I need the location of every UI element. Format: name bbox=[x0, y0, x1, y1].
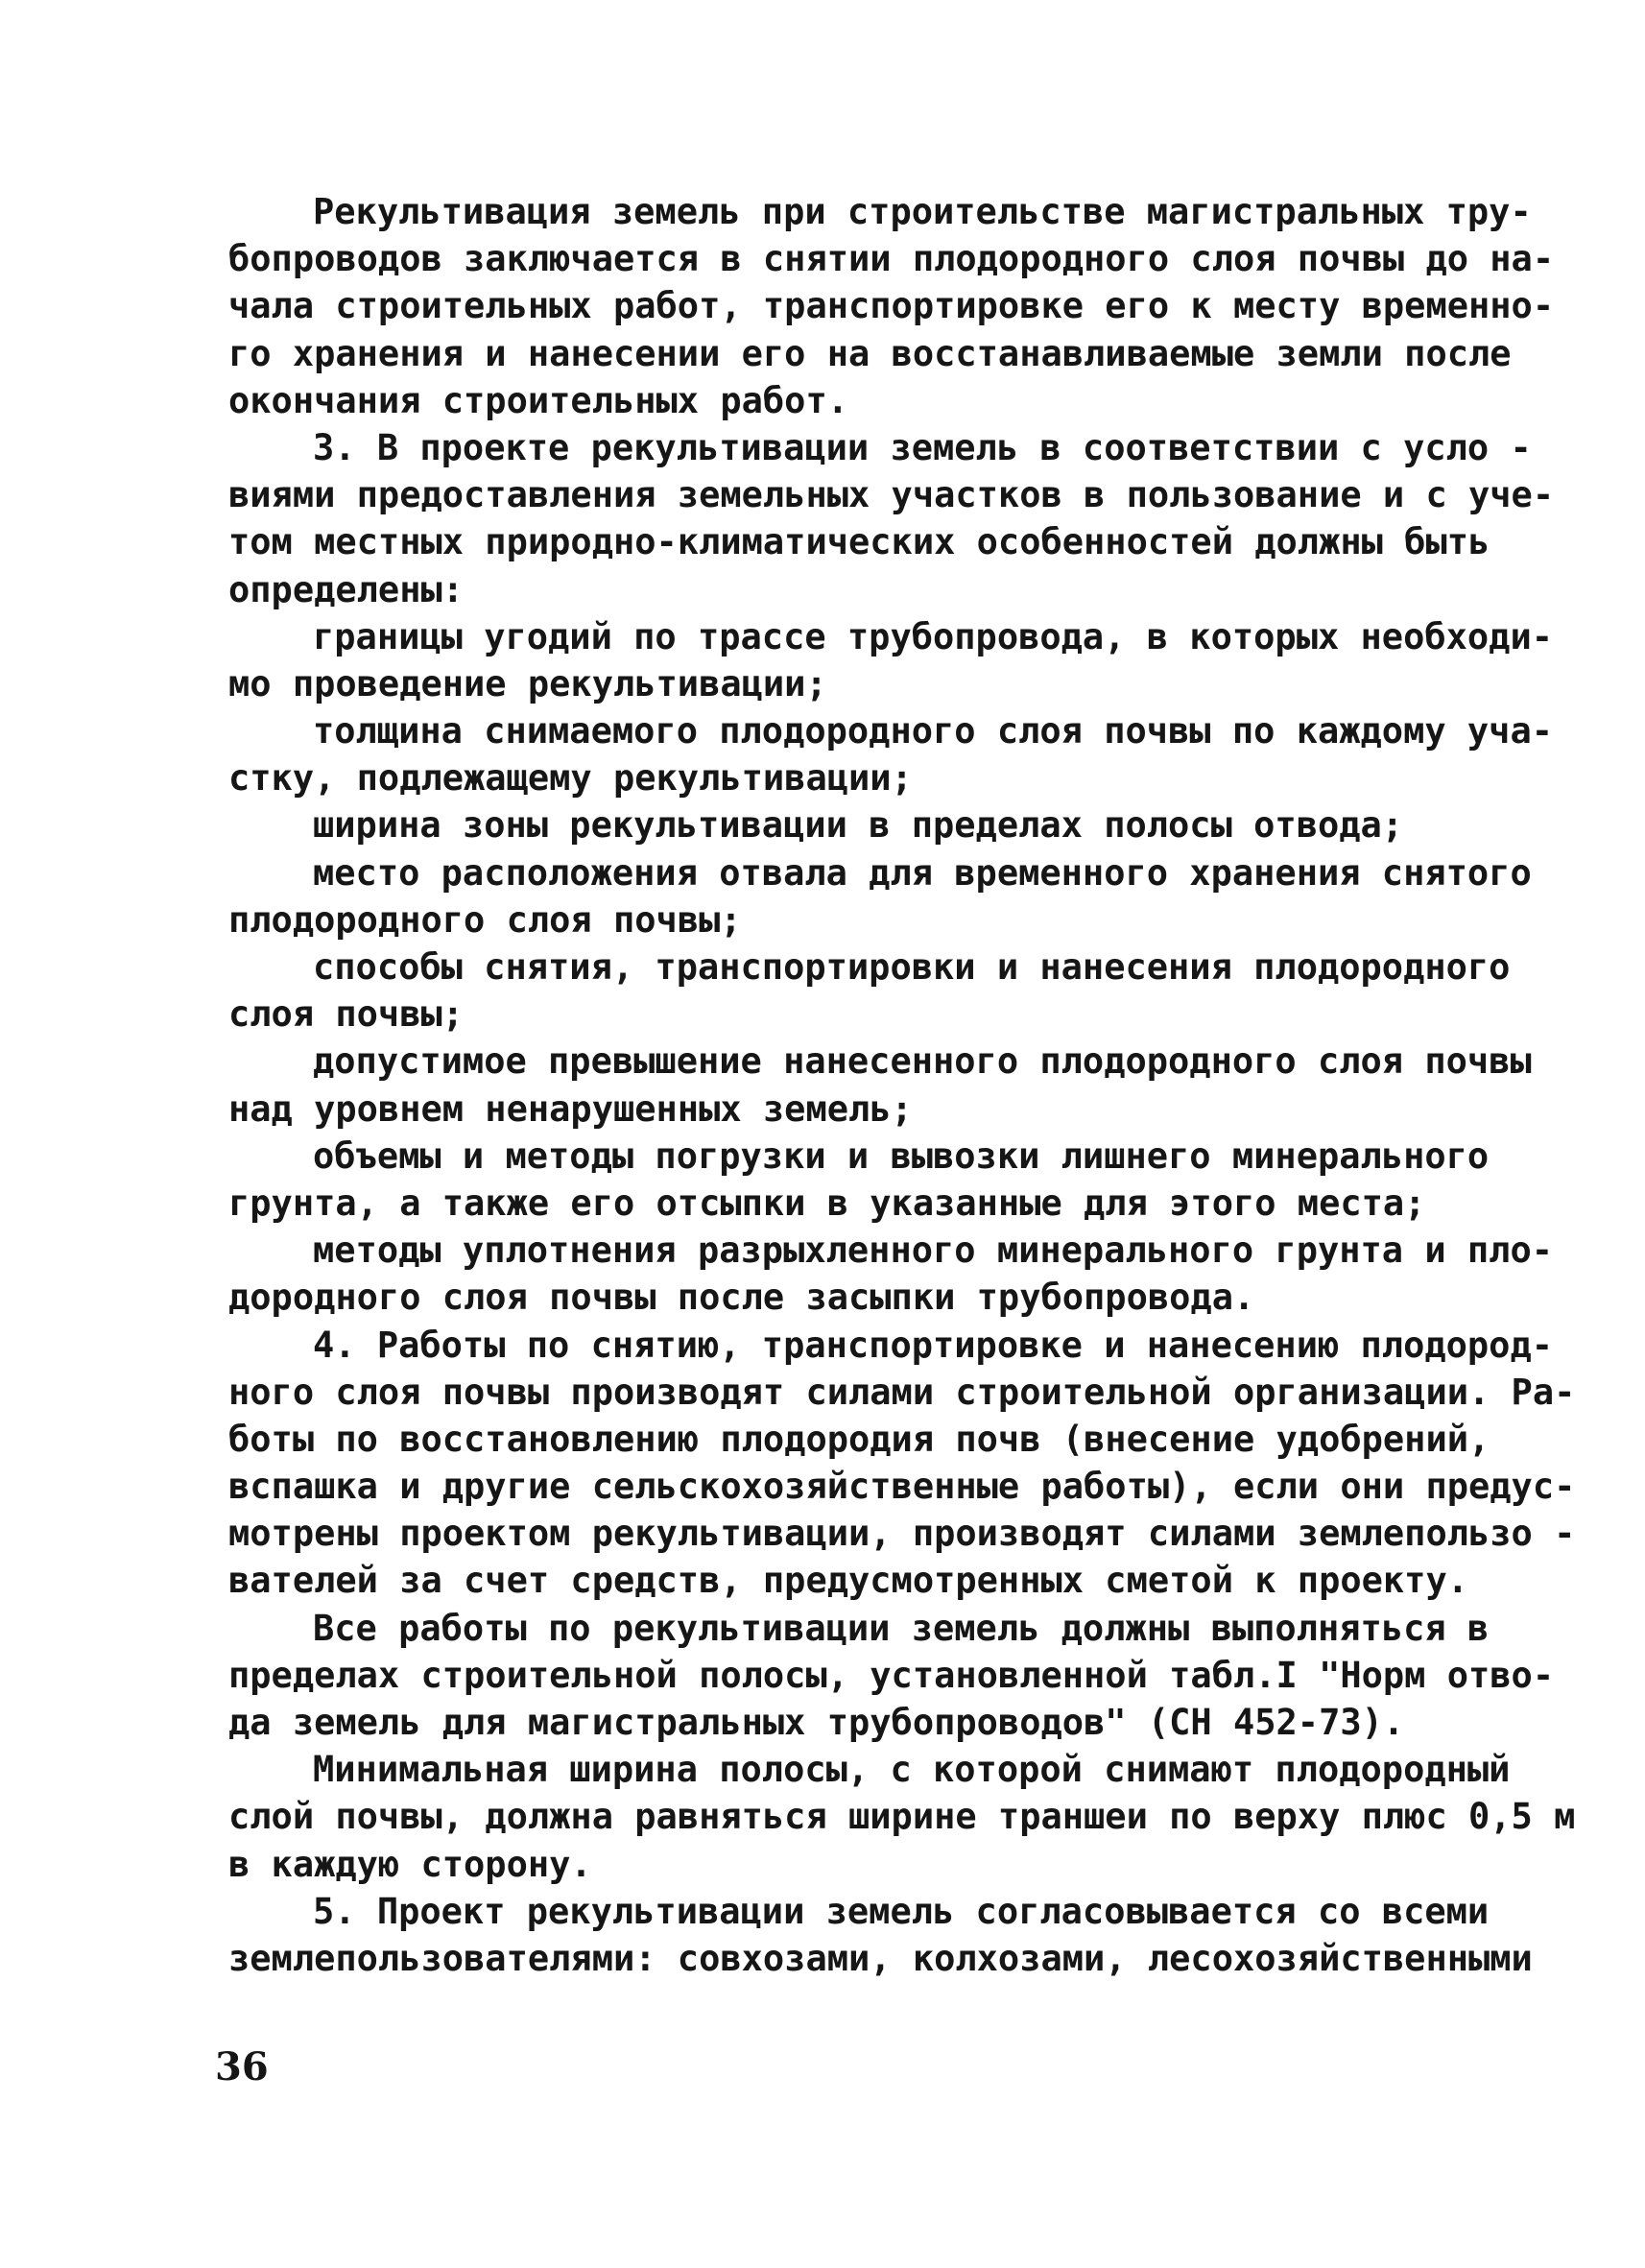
list-line: ширина зоны рекультивации в пределах полосы отвода; bbox=[313, 804, 1404, 847]
list-line: толщина снимаемого плодородного слоя почвы по каждому уча- bbox=[313, 710, 1554, 752]
list-line: слоя почвы; bbox=[228, 993, 465, 1036]
list-line: границы угодий по трассе трубопровода, в которых необходи- bbox=[313, 615, 1554, 657]
list-line: дородного слоя почвы после засыпки трубопровода. bbox=[228, 1277, 1255, 1319]
paragraph-line: Рекультивация земель при строительстве магистральных тру- bbox=[313, 191, 1532, 232]
page-number: 36 bbox=[215, 2044, 269, 2089]
list-line: стку, подлежащему рекультивации; bbox=[228, 757, 913, 800]
paragraph-line: вателей за счет средств, предусмотренных сметой к проекту. bbox=[228, 1560, 1469, 1602]
paragraph-line: определены: bbox=[228, 568, 465, 610]
list-line: плодородного слоя почвы; bbox=[228, 898, 742, 941]
list-line: место расположения отвала для временного хранения снятого bbox=[313, 851, 1532, 894]
paragraph-line: окончания строительных работ. bbox=[228, 379, 849, 421]
paragraph-line: 3. В проекте рекультивации земель в соответствии с усло - bbox=[313, 426, 1532, 468]
paragraph-line: 4. Работы по снятию, транспортировке и нанесению плодород- bbox=[313, 1324, 1554, 1366]
paragraph-line: ного слоя почвы производят силами строительной организации. Ра- bbox=[228, 1371, 1576, 1413]
paragraph-line: том местных природно-климатических особенностей должны быть bbox=[228, 521, 1490, 563]
list-line: мо проведение рекультивации; bbox=[228, 662, 827, 704]
paragraph-line: чала строительных работ, транспортировке его к месту временно- bbox=[228, 285, 1555, 327]
list-line: допустимое превышение нанесенного плодородного слоя почвы bbox=[313, 1040, 1532, 1083]
paragraph-line: боты по восстановлению плодородия почв (внесение удобрений, bbox=[228, 1418, 1490, 1460]
paragraph-line: землепользователями: совхозами, колхозами, лесохозяйственными bbox=[228, 1937, 1533, 1979]
paragraph-line: го хранения и нанесении его на восстанавливаемые земли после bbox=[228, 332, 1512, 374]
list-line: над уровнем ненарушенных земель; bbox=[228, 1087, 913, 1130]
paragraph-line: пределах строительной полосы, установленной табл.I "Норм отво- bbox=[228, 1654, 1555, 1696]
list-line: методы уплотнения разрыхленного минерального грунта и пло- bbox=[313, 1229, 1554, 1272]
paragraph-line: бопроводов заключается в снятии плодородного слоя почвы до на- bbox=[228, 238, 1555, 280]
paragraph-line: вспашка и другие сельскохозяйственные работы), если они предус- bbox=[228, 1466, 1576, 1508]
list-line: объемы и методы погрузки и вывозки лишнего минерального bbox=[313, 1134, 1490, 1177]
paragraph-line: да земель для магистральных трубопроводов" (СН 452-73). bbox=[228, 1702, 1405, 1743]
paragraph-line: 5. Проект рекультивации земель согласовывается со всеми bbox=[313, 1890, 1490, 1932]
list-line: грунта, а также его отсыпки в указанные для этого места; bbox=[228, 1182, 1426, 1224]
body-text bbox=[228, 188, 1576, 1982]
paragraph-line: в каждую сторону. bbox=[228, 1843, 592, 1885]
list-line: способы снятия, транспортировки и нанесения плодородного bbox=[313, 946, 1511, 988]
paragraph-line: виями предоставления земельных участков в пользование и с уче- bbox=[228, 474, 1555, 516]
paragraph-line: слой почвы, должна равняться ширине траншеи по верху плюс 0,5 м bbox=[228, 1796, 1576, 1838]
paragraph-line: Минимальная ширина полосы, с которой снимают плодородный bbox=[313, 1749, 1511, 1791]
paragraph-line: Все работы по рекультивации земель должны выполняться в bbox=[313, 1607, 1490, 1649]
paragraph-line: мотрены проектом рекультивации, производят силами землепользо - bbox=[228, 1513, 1576, 1555]
